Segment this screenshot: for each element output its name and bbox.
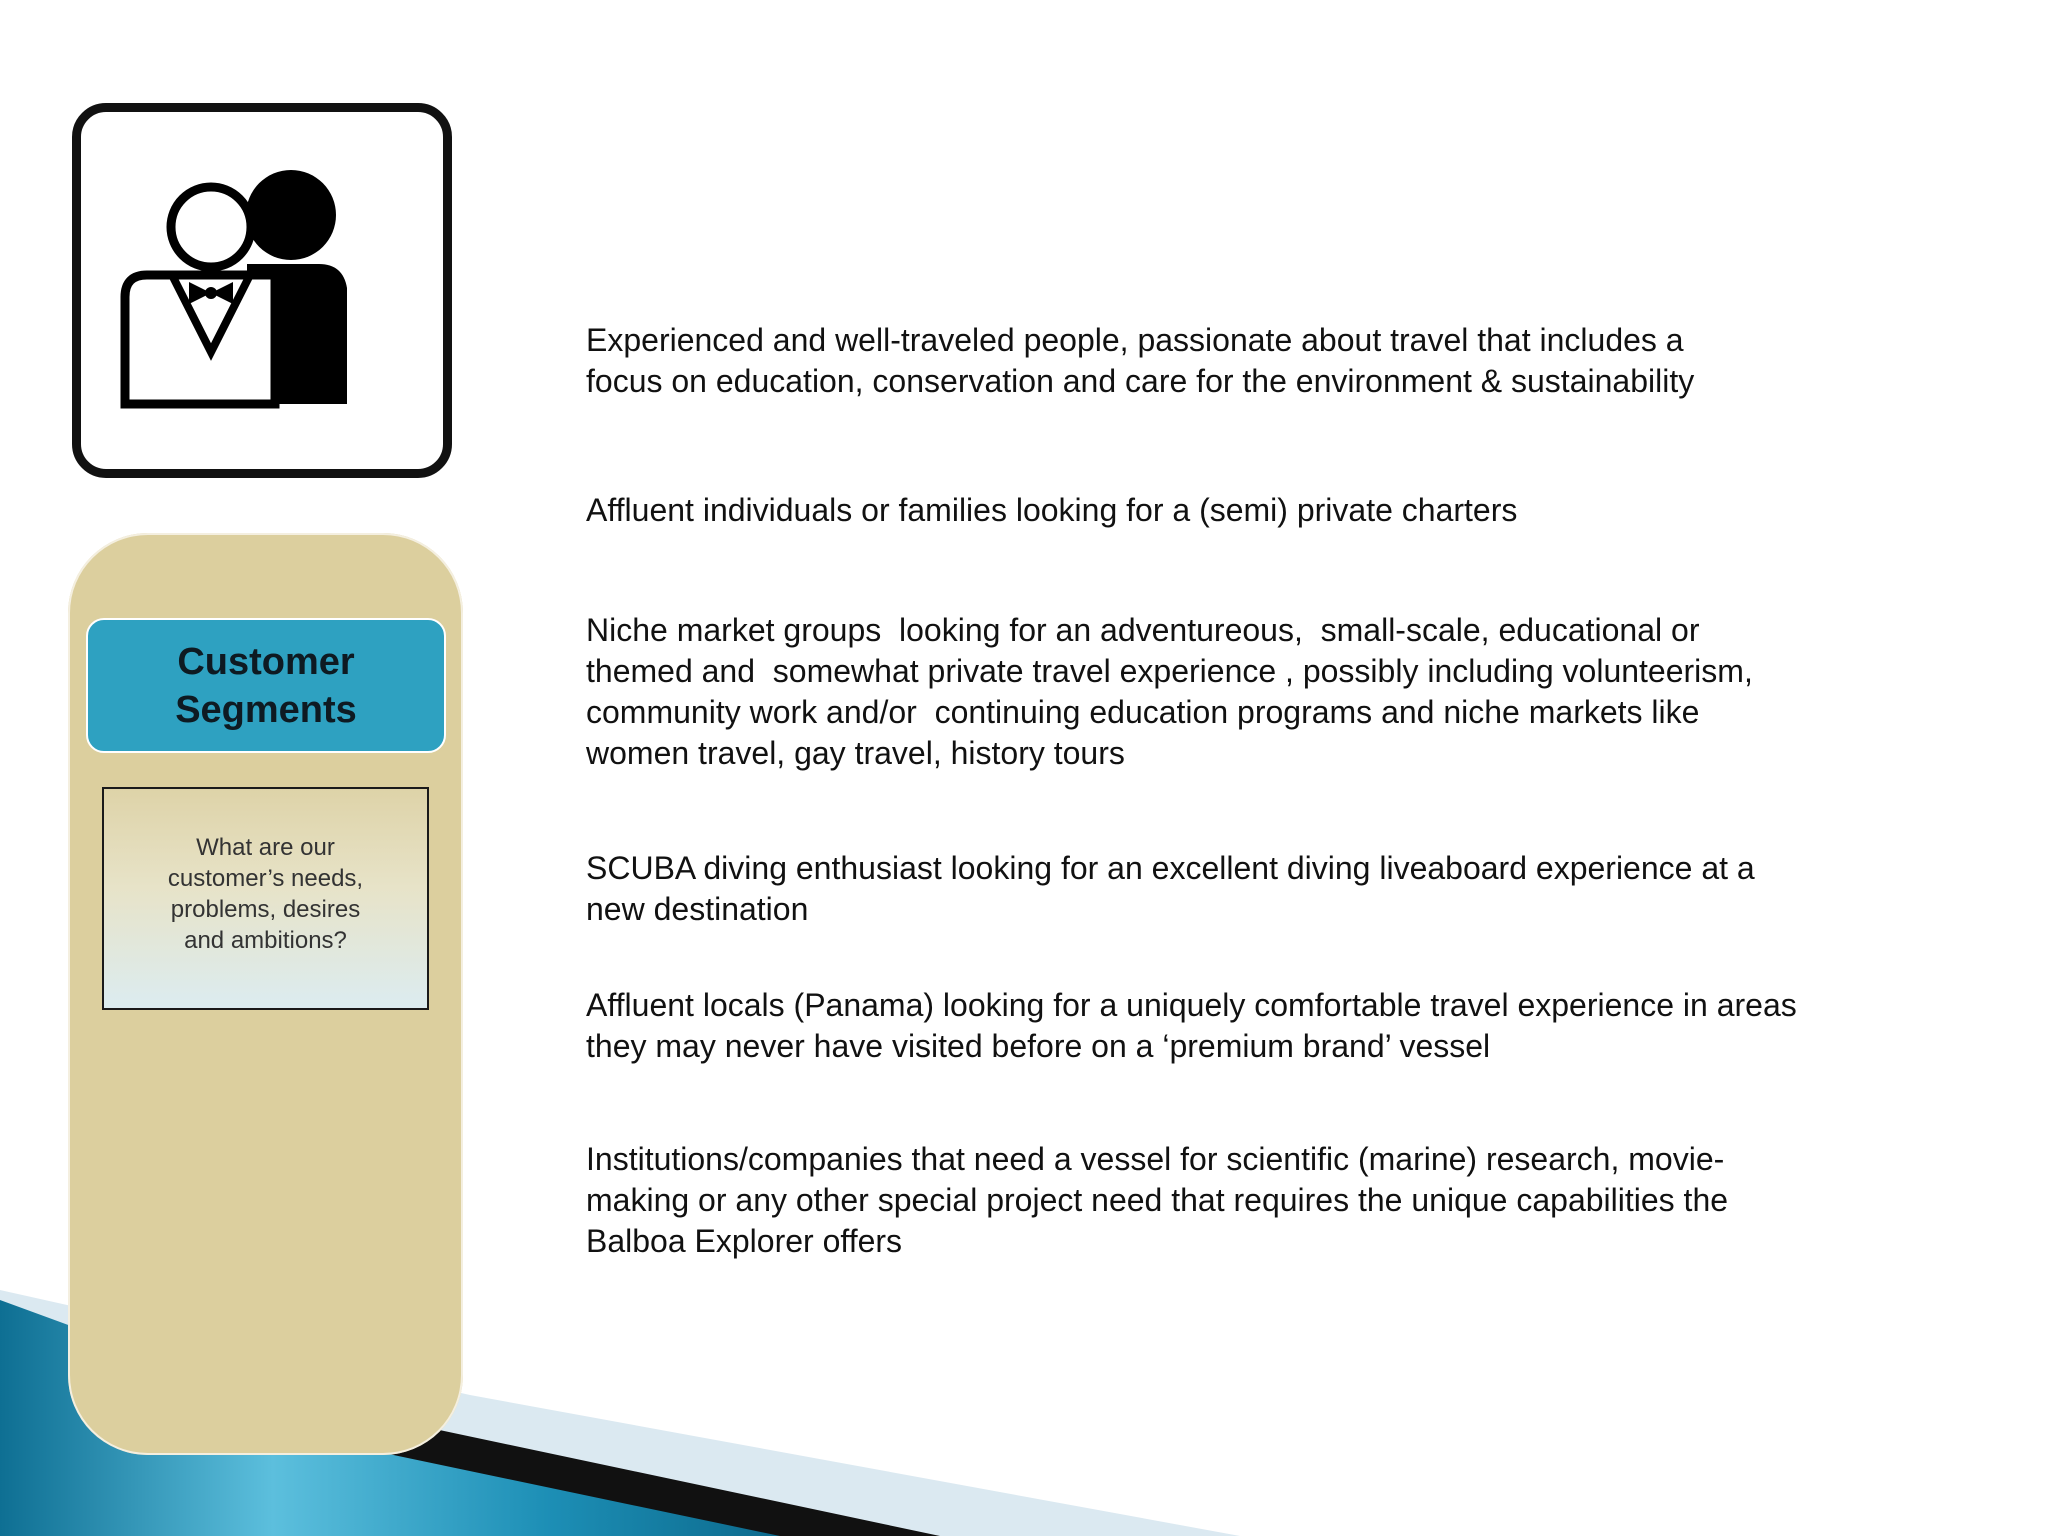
segment-title-box (86, 618, 446, 753)
segment-item: Affluent locals (Panama) looking for a uniquely comfortable travel experience in areas they may never have visited before on a ‘premium brand’ vessel (586, 987, 1797, 1064)
question-text: What are our customer’s needs, problems, desires and ambitions? (167, 834, 364, 954)
people-icon (81, 112, 443, 469)
question-box (102, 787, 429, 1010)
segment-title: Customer Segments (175, 640, 357, 731)
people-icon-frame (72, 103, 452, 478)
segment-item: Affluent individuals or families looking for a (semi) private charters (586, 492, 1518, 528)
segment-item: Niche market groups looking for an adventureous, small-scale, educational or themed and somewhat private travel experience , possibly including volunteerism, community work and/or continuing education programs and niche markets like women travel, gay travel, history tours (586, 612, 1753, 771)
segment-item: SCUBA diving enthusiast looking for an excellent diving liveaboard experience at a new destination (586, 850, 1755, 927)
segment-item: Institutions/companies that need a vessel for scientific (marine) research, movie- making or any other special project need that requires the unique capabilities the Balboa Explorer offers (586, 1141, 1729, 1259)
segment-item: Experienced and well-traveled people, passionate about travel that includes a focus on education, conservation and care for the environment & sustainability (586, 322, 1695, 399)
